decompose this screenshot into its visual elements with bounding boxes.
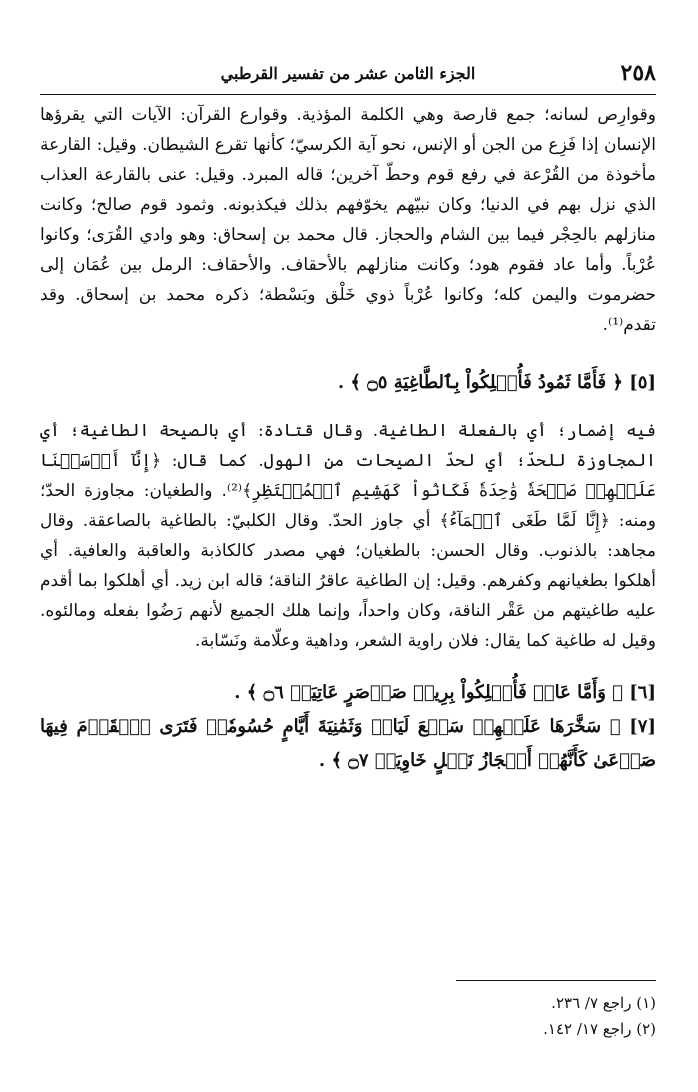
verse-6 xyxy=(40,676,656,710)
page-header xyxy=(40,58,656,95)
verse-text: ﴿ فَأَمَّا ثَمُودُ فَأُهۡلِكُواْ بِٱلطَّاغِيَةِ ۝٥ ﴾ . xyxy=(337,372,623,393)
page-body xyxy=(40,100,656,778)
verse-number: [٧] xyxy=(629,716,656,737)
verse-text: ﴿ وَأَمَّا عَادٞ فَأُهۡلِكُواْ بِرِيحٖ صَرۡصَرٍ عَاتِيَةٖ ۝٦ ﴾ . xyxy=(234,682,623,703)
page-number: ٢٥٨ xyxy=(620,60,656,86)
verse-5 xyxy=(40,366,656,400)
verse-number: [٦] xyxy=(629,682,656,703)
paragraph-commentary-2: فيه إضمار؛ أي بالفعلة الطاغية. وقال قتادة: أي بالصيحة الطاغية؛ أي المجاوزة للحدّ؛ أي لحدّ الصيحات من الهول. كما قال: ﴿إِنَّآ أَرۡسَلۡنَا عَلَيۡهِمۡ صَيۡحَةٗ وَٰحِدَةٗ فَكَانُواْ كَهَشِيمِ ٱلۡمُحۡتَظِرِ﴾⁽²⁾. والطغيان: مجاوزة الحدّ؛ ومنه: ﴿إِنَّا لَمَّا طَغَى ٱلۡمَآءُ﴾ أي جاوز الحدّ. وقال الكلبيّ: بالطاغية بالصاعقة. وقال مجاهد: بالذنوب. وقال الحسن: بالطغيان؛ فهي مصدر كالكاذبة والعاقبة والعافية. أي أهلكوا بطغيانهم وكفرهم. وقيل: إن الطاغية عاقرُ الناقة؛ قاله ابن زيد. أي أهلكوا بما أقدم عليه طاغيتهم من عَقْر الناقة، وكان واحداً، وإنما هلك الجميع لأنهم رَضُوا بفعله ومالئوه. وقيل له طاغية كما يقال: فلان راوية الشعر، وداهية وعلّامة ونَسّابة. xyxy=(40,421,657,651)
verse-number: [٥] xyxy=(629,372,656,393)
verse-text: ﴿ سَخَّرَهَا عَلَيۡهِمۡ سَبۡعَ لَيَالٖ وَثَمَٰنِيَةَ أَيَّامٍ حُسُومٗاۖ فَتَرَى ٱلۡقَوۡمَ فِيهَا صَرۡعَىٰ كَأَنَّهُمۡ أَعۡجَازُ نَخۡلٍ خَاوِيَةٖ ۝٧ ﴾ . xyxy=(40,716,656,771)
footnotes xyxy=(40,990,656,1042)
verse-7 xyxy=(40,710,656,778)
footnote-1: (١) راجع ٧/ ٢٣٦. xyxy=(551,994,656,1012)
paragraph-commentary-1: وقوارِص لسانه؛ جمع قارصة وهي الكلمة المؤذية. وقوارع القرآن: الآيات التي يقرؤها الإنسان إذا فَزِع من الجن أو الإنس، نحو آية الكرسيّ؛ كأنها تقرع الشيطان. وقيل: القارعة مأخوذة من القُرْعة في رفع قوم وحطّ آخرين؛ قاله المبرد. وقيل: عنى بالقارعة العذاب الذي نزل بهم في الدنيا؛ وكان نبيّهم يخوّفهم بذلك فيكذبونه. وثمود قوم صالح؛ وكانت منازلهم بالحِجْر فيما بين الشام والحجاز. قال محمد بن إسحاق: وهو وادي القُرَى؛ وكانوا عُرْباً. وأما عاد فقوم هود؛ وكانت منازلهم بالأحقاف. والأحقاف: الرمل بين عُمَان إلى حضرموت واليمن كله؛ وكانوا عُرْباً ذوي خَلْق وبَسْطة؛ ذكره محمد بن إسحاق. وقد تقدم⁽¹⁾. xyxy=(40,105,656,335)
running-head: الجزء الثامن عشر من تفسير القرطبي xyxy=(220,64,476,83)
footnote-2: (٢) راجع ١٧/ ١٤٢. xyxy=(543,1020,656,1038)
footnote-divider xyxy=(456,980,656,981)
